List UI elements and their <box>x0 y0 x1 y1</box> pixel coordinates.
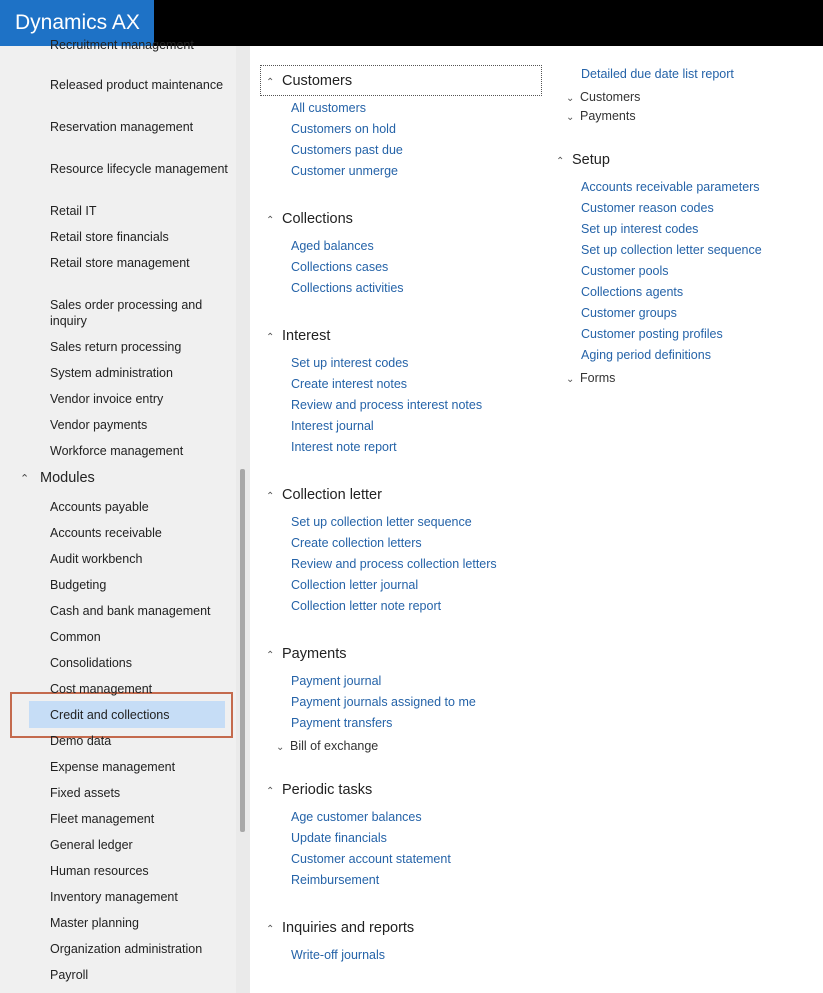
link-payment-journal[interactable]: Payment journal <box>291 674 382 688</box>
nav-item-vendor-payments[interactable]: Vendor payments <box>50 418 148 432</box>
group-periodic-tasks[interactable] <box>266 782 372 798</box>
chevron-up-icon: ⌃ <box>266 786 275 797</box>
link-set-up-collection-letter-sequence[interactable]: Set up collection letter sequence <box>291 515 472 529</box>
link-write-off-journals[interactable]: Write-off journals <box>291 948 386 962</box>
nav-item-human-resources[interactable]: Human resources <box>50 864 149 878</box>
nav-item-payroll[interactable]: Payroll <box>50 968 89 982</box>
link-setup-collection-letter-sequence[interactable]: Set up collection letter sequence <box>581 243 762 257</box>
nav-item-organization-administration[interactable]: Organization administration <box>50 942 203 956</box>
link-collections-agents[interactable]: Collections agents <box>581 285 684 299</box>
group-setup[interactable] <box>556 152 610 168</box>
nav-item-workforce-management[interactable]: Workforce management <box>50 444 184 458</box>
sub-forms-label: Forms <box>580 371 616 385</box>
navigation-list <box>0 38 236 993</box>
link-accounts-receivable-parameters[interactable]: Accounts receivable parameters <box>581 180 760 194</box>
link-collection-letter-journal[interactable]: Collection letter journal <box>291 578 419 592</box>
nav-item-retail-store-management[interactable]: Retail store management <box>50 256 190 270</box>
group-collection-letter[interactable] <box>266 487 382 503</box>
group-inquiries-and-reports-title: Inquiries and reports <box>282 920 415 936</box>
link-payment-transfers[interactable]: Payment transfers <box>291 716 393 730</box>
link-customer-account-statement[interactable]: Customer account statement <box>291 852 451 866</box>
nav-item-audit-workbench[interactable]: Audit workbench <box>50 552 143 566</box>
link-customers-past-due[interactable]: Customers past due <box>291 143 403 157</box>
chevron-down-icon: ⌄ <box>276 742 285 753</box>
modules-header-label: Modules <box>40 470 95 486</box>
link-collections-activities[interactable]: Collections activities <box>291 281 404 295</box>
link-customer-reason-codes[interactable]: Customer reason codes <box>581 201 714 215</box>
link-age-customer-balances[interactable]: Age customer balances <box>291 810 422 824</box>
nav-item-cash-and-bank-management[interactable]: Cash and bank management <box>50 604 211 618</box>
group-customers-title: Customers <box>282 73 353 89</box>
link-set-up-interest-codes[interactable]: Set up interest codes <box>291 356 409 370</box>
chevron-down-icon: ⌄ <box>566 112 575 123</box>
sub-payments-label: Payments <box>580 109 636 123</box>
link-reimbursement[interactable]: Reimbursement <box>291 873 380 887</box>
nav-item-system-administration[interactable]: System administration <box>50 366 173 380</box>
chevron-up-icon: ⌃ <box>266 332 275 343</box>
sub-forms[interactable] <box>566 371 615 385</box>
nav-item-reservation-management[interactable]: Reservation management <box>50 120 194 134</box>
link-create-interest-notes[interactable]: Create interest notes <box>291 377 408 391</box>
sub-payments[interactable] <box>566 109 636 123</box>
nav-item-consolidations[interactable]: Consolidations <box>50 656 132 670</box>
nav-item-fleet-management[interactable]: Fleet management <box>50 812 155 826</box>
group-interest[interactable] <box>266 328 330 344</box>
nav-item-expense-management[interactable]: Expense management <box>50 760 176 774</box>
sub-customers[interactable] <box>566 90 640 104</box>
nav-item-vendor-invoice-entry[interactable]: Vendor invoice entry <box>50 392 164 406</box>
link-setup-interest-codes[interactable]: Set up interest codes <box>581 222 699 236</box>
link-aged-balances[interactable]: Aged balances <box>291 239 374 253</box>
nav-item-demo-data[interactable]: Demo data <box>50 734 112 748</box>
group-payments[interactable] <box>266 646 346 662</box>
link-detailed-due-date-list-report[interactable]: Detailed due date list report <box>581 67 734 81</box>
group-collection-letter-title: Collection letter <box>282 487 382 503</box>
link-review-process-interest-notes[interactable]: Review and process interest notes <box>291 398 483 412</box>
link-payment-journals-assigned-to-me[interactable]: Payment journals assigned to me <box>291 695 476 709</box>
navigation-pane <box>0 38 250 993</box>
group-collections[interactable] <box>266 211 353 227</box>
link-collection-letter-note-report[interactable]: Collection letter note report <box>291 599 442 613</box>
link-all-customers[interactable]: All customers <box>291 101 367 115</box>
nav-item-master-planning[interactable]: Master planning <box>50 916 139 930</box>
modules-header[interactable] <box>20 470 95 486</box>
link-collections-cases[interactable]: Collections cases <box>291 260 389 274</box>
nav-item-resource-lifecycle-management[interactable]: Resource lifecycle management <box>50 162 228 176</box>
group-payments-title: Payments <box>282 646 347 662</box>
group-setup-title: Setup <box>572 152 610 168</box>
nav-item-recruitment-management[interactable]: Recruitment management <box>50 38 194 52</box>
chevron-up-icon: ⌃ <box>20 473 30 485</box>
group-periodic-tasks-title: Periodic tasks <box>282 782 373 798</box>
group-customers[interactable] <box>266 73 352 89</box>
link-aging-period-definitions[interactable]: Aging period definitions <box>581 348 711 362</box>
nav-item-inventory-management[interactable]: Inventory management <box>50 890 178 904</box>
link-interest-journal[interactable]: Interest journal <box>291 419 374 433</box>
chevron-up-icon: ⌃ <box>556 156 565 167</box>
nav-item-cost-management[interactable]: Cost management <box>50 682 153 696</box>
link-update-financials[interactable]: Update financials <box>291 831 387 845</box>
chevron-up-icon: ⌃ <box>266 650 275 661</box>
link-interest-note-report[interactable]: Interest note report <box>291 440 397 454</box>
chevron-up-icon: ⌃ <box>266 77 275 88</box>
nav-item-fixed-assets[interactable]: Fixed assets <box>50 786 121 800</box>
nav-item-retail-store-financials[interactable]: Retail store financials <box>50 230 169 244</box>
link-customer-pools[interactable]: Customer pools <box>581 264 669 278</box>
group-inquiries-and-reports[interactable] <box>266 920 414 936</box>
link-customer-groups[interactable]: Customer groups <box>581 306 677 320</box>
sub-customers-label: Customers <box>580 90 641 104</box>
group-interest-title: Interest <box>282 328 331 344</box>
chevron-down-icon: ⌄ <box>566 93 575 104</box>
chevron-up-icon: ⌃ <box>266 924 275 935</box>
nav-item-retail-it[interactable]: Retail IT <box>50 204 97 218</box>
nav-item-budgeting[interactable]: Budgeting <box>50 578 107 592</box>
chevron-up-icon: ⌃ <box>266 215 275 226</box>
group-collections-title: Collections <box>282 211 353 227</box>
chevron-up-icon: ⌃ <box>266 491 275 502</box>
link-customers-on-hold[interactable]: Customers on hold <box>291 122 396 136</box>
chevron-down-icon: ⌄ <box>566 374 575 385</box>
nav-scrollbar[interactable] <box>240 469 245 832</box>
nav-item-general-ledger[interactable]: General ledger <box>50 838 133 852</box>
link-customer-unmerge[interactable]: Customer unmerge <box>291 164 398 178</box>
link-review-process-collection-letters[interactable]: Review and process collection letters <box>291 557 497 571</box>
link-customer-posting-profiles[interactable]: Customer posting profiles <box>581 327 723 341</box>
sub-bill-of-exchange-label: Bill of exchange <box>290 739 379 753</box>
nav-item-sales-return-processing[interactable]: Sales return processing <box>50 340 182 354</box>
nav-item-common[interactable]: Common <box>50 630 101 644</box>
app-title[interactable]: Dynamics AX <box>0 0 154 46</box>
nav-item-sales-order-processing[interactable]: Sales order processing and inquiry <box>50 298 203 328</box>
sub-bill-of-exchange[interactable] <box>276 739 378 753</box>
nav-item-accounts-receivable[interactable]: Accounts receivable <box>50 526 162 540</box>
link-create-collection-letters[interactable]: Create collection letters <box>291 536 422 550</box>
nav-item-accounts-payable[interactable]: Accounts payable <box>50 500 149 514</box>
nav-item-credit-and-collections[interactable]: Credit and collections <box>50 708 170 722</box>
nav-item-released-product-maintenance[interactable]: Released product maintenance <box>50 78 224 92</box>
